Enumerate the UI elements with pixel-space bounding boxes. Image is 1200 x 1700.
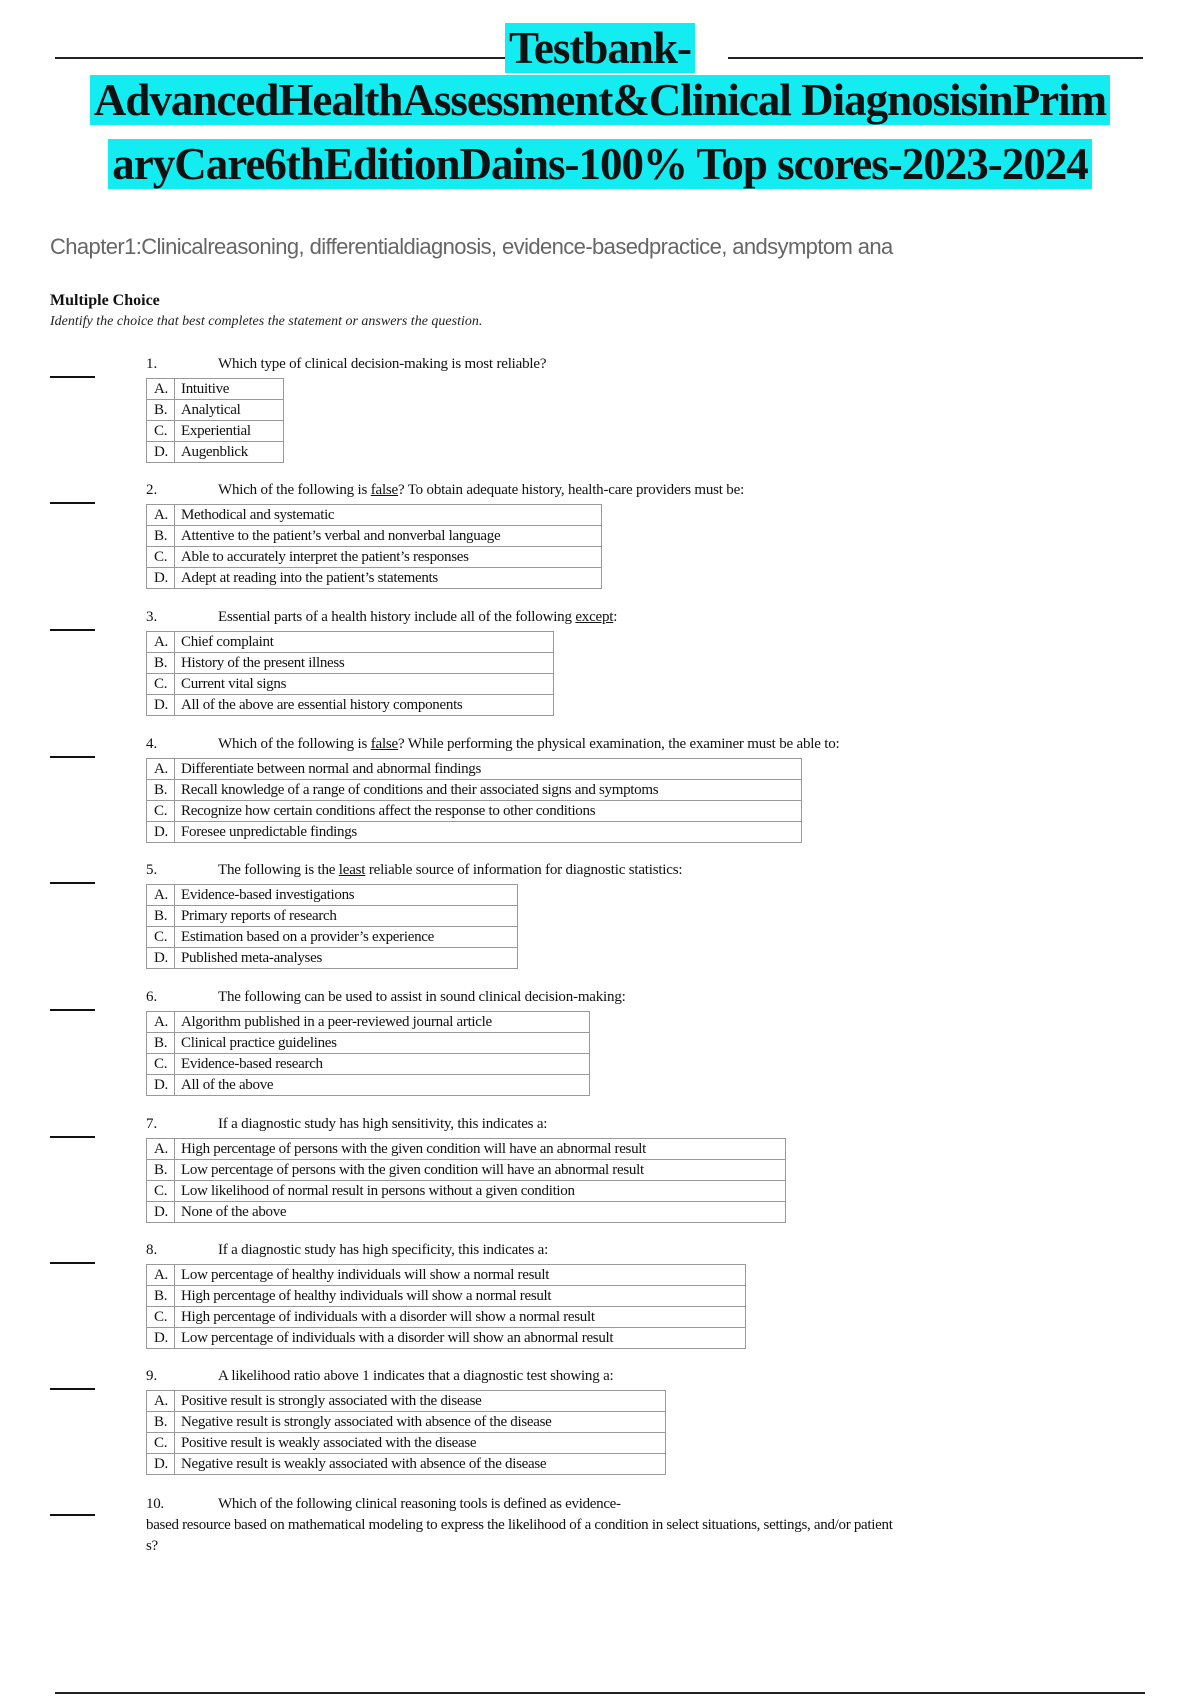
- choice-row[interactable]: A. Algorithm published in a peer-reviewed journal article: [147, 1012, 590, 1033]
- question-number: 10.: [146, 1496, 164, 1512]
- document-title: [0, 22, 1200, 202]
- choice-row[interactable]: D. Low percentage of individuals with a disorder will show an abnormal result: [147, 1328, 746, 1349]
- choice-row[interactable]: A. Low percentage of healthy individuals will show a normal result: [147, 1265, 746, 1286]
- choice-row[interactable]: B. Low percentage of persons with the given condition will have an abnormal result: [147, 1160, 786, 1181]
- choice-row[interactable]: D. All of the above: [147, 1075, 590, 1096]
- choice-row[interactable]: D. Augenblick: [147, 442, 284, 463]
- section-instructions: Identify the choice that best completes the statement or answers the question.: [50, 314, 483, 329]
- question-text: A likelihood ratio above 1 indicates that a diagnostic test showing a:: [218, 1368, 614, 1384]
- choice-row[interactable]: A. Positive result is strongly associated with the disease: [147, 1391, 666, 1412]
- question-number: 1.: [146, 356, 158, 372]
- choice-row[interactable]: A. Methodical and systematic: [147, 505, 602, 526]
- choice-table: [146, 504, 602, 589]
- title-line-3: aryCare6thEditionDains-100% Top scores-2023-2024: [108, 139, 1091, 189]
- question-text: The following is the least reliable source of information for diagnostic statistics:: [218, 862, 683, 878]
- choice-row[interactable]: B. History of the present illness: [147, 653, 554, 674]
- title-line-2: AdvancedHealthAssessment&Clinical DiagnosisinPrim: [90, 75, 1110, 125]
- choice-row[interactable]: D. Adept at reading into the patient’s statements: [147, 568, 602, 589]
- question-text: Essential parts of a health history include all of the following except:: [218, 609, 618, 625]
- choice-row[interactable]: A. Intuitive: [147, 379, 284, 400]
- question-text: 10. Which of the following clinical reasoning tools is defined as evidence- based resource based on mathematical modeling to express the likelihood of a condition in select situations, settings, and/or patient s?: [146, 1496, 893, 1554]
- choice-row[interactable]: D. All of the above are essential history components: [147, 695, 554, 716]
- answer-blank[interactable]: [50, 629, 95, 631]
- choice-row[interactable]: B. Recall knowledge of a range of conditions and their associated signs and symptoms: [147, 780, 802, 801]
- choice-row[interactable]: C. Low likelihood of normal result in persons without a given condition: [147, 1181, 786, 1202]
- choice-row[interactable]: C. Experiential: [147, 421, 284, 442]
- question-text: Which of the following is false? While performing the physical examination, the examiner must be able to:: [218, 736, 840, 752]
- choice-row[interactable]: D. Negative result is weakly associated with absence of the disease: [147, 1454, 666, 1475]
- choice-row[interactable]: A. Differentiate between normal and abnormal findings: [147, 759, 802, 780]
- answer-blank[interactable]: [50, 1136, 95, 1138]
- answer-blank[interactable]: [50, 882, 95, 884]
- choice-row[interactable]: D. None of the above: [147, 1202, 786, 1223]
- choice-row[interactable]: C. High percentage of individuals with a disorder will show a normal result: [147, 1307, 746, 1328]
- question-text: If a diagnostic study has high specificity, this indicates a:: [218, 1242, 549, 1258]
- question-number: 7.: [146, 1116, 158, 1132]
- choice-row[interactable]: B. Clinical practice guidelines: [147, 1033, 590, 1054]
- choice-row[interactable]: A. Evidence-based investigations: [147, 885, 518, 906]
- choice-row[interactable]: C. Estimation based on a provider’s experience: [147, 927, 518, 948]
- answer-blank[interactable]: [50, 502, 95, 504]
- choice-row[interactable]: D. Foresee unpredictable findings: [147, 822, 802, 843]
- answer-blank[interactable]: [50, 376, 95, 378]
- choice-row[interactable]: C. Current vital signs: [147, 674, 554, 695]
- answer-blank[interactable]: [50, 1514, 95, 1516]
- choice-row[interactable]: C. Able to accurately interpret the patient’s responses: [147, 547, 602, 568]
- choice-table: [146, 1011, 590, 1096]
- question-number: 2.: [146, 482, 158, 498]
- question-number: 3.: [146, 609, 158, 625]
- question-text: Which type of clinical decision-making is most reliable?: [218, 356, 547, 372]
- title-rule-right: [728, 57, 1143, 59]
- choice-table: [146, 758, 802, 843]
- choice-table: [146, 1264, 746, 1349]
- question-number: 9.: [146, 1368, 158, 1384]
- question-number: 5.: [146, 862, 158, 878]
- choice-row[interactable]: C. Positive result is weakly associated with the disease: [147, 1433, 666, 1454]
- question-text: If a diagnostic study has high sensitivity, this indicates a:: [218, 1116, 548, 1132]
- answer-blank[interactable]: [50, 1388, 95, 1390]
- choice-table: [146, 378, 284, 463]
- answer-blank[interactable]: [50, 756, 95, 758]
- choice-table: [146, 1138, 786, 1223]
- page-bottom-rule: [55, 1692, 1145, 1694]
- answer-blank[interactable]: [50, 1262, 95, 1264]
- choice-row[interactable]: A. Chief complaint: [147, 632, 554, 653]
- question-text: The following can be used to assist in sound clinical decision-making:: [218, 989, 626, 1005]
- choice-row[interactable]: B. Primary reports of research: [147, 906, 518, 927]
- choice-row[interactable]: C. Recognize how certain conditions affect the response to other conditions: [147, 801, 802, 822]
- choice-table: [146, 1390, 666, 1475]
- choice-row[interactable]: B. Attentive to the patient’s verbal and nonverbal language: [147, 526, 602, 547]
- question-number: 4.: [146, 736, 158, 752]
- answer-blank[interactable]: [50, 1009, 95, 1011]
- choice-row[interactable]: D. Published meta-analyses: [147, 948, 518, 969]
- title-rule-left: [55, 57, 525, 59]
- choice-row[interactable]: A. High percentage of persons with the given condition will have an abnormal result: [147, 1139, 786, 1160]
- choice-table: [146, 631, 554, 716]
- choice-row[interactable]: B. Negative result is strongly associated with absence of the disease: [147, 1412, 666, 1433]
- question-number: 8.: [146, 1242, 158, 1258]
- question-text: Which of the following is false? To obtain adequate history, health-care providers must be:: [218, 482, 745, 498]
- choice-table: [146, 884, 518, 969]
- choice-row[interactable]: B. Analytical: [147, 400, 284, 421]
- choice-row[interactable]: B. High percentage of healthy individuals will show a normal result: [147, 1286, 746, 1307]
- section-heading: Multiple Choice: [50, 292, 160, 309]
- question-number: 6.: [146, 989, 158, 1005]
- title-line-1: Testbank-: [505, 23, 695, 73]
- choice-row[interactable]: C. Evidence-based research: [147, 1054, 590, 1075]
- chapter-heading: Chapter1:Clinicalreasoning, differentialdiagnosis, evidence-basedpractice, andsymptom ana: [50, 234, 893, 259]
